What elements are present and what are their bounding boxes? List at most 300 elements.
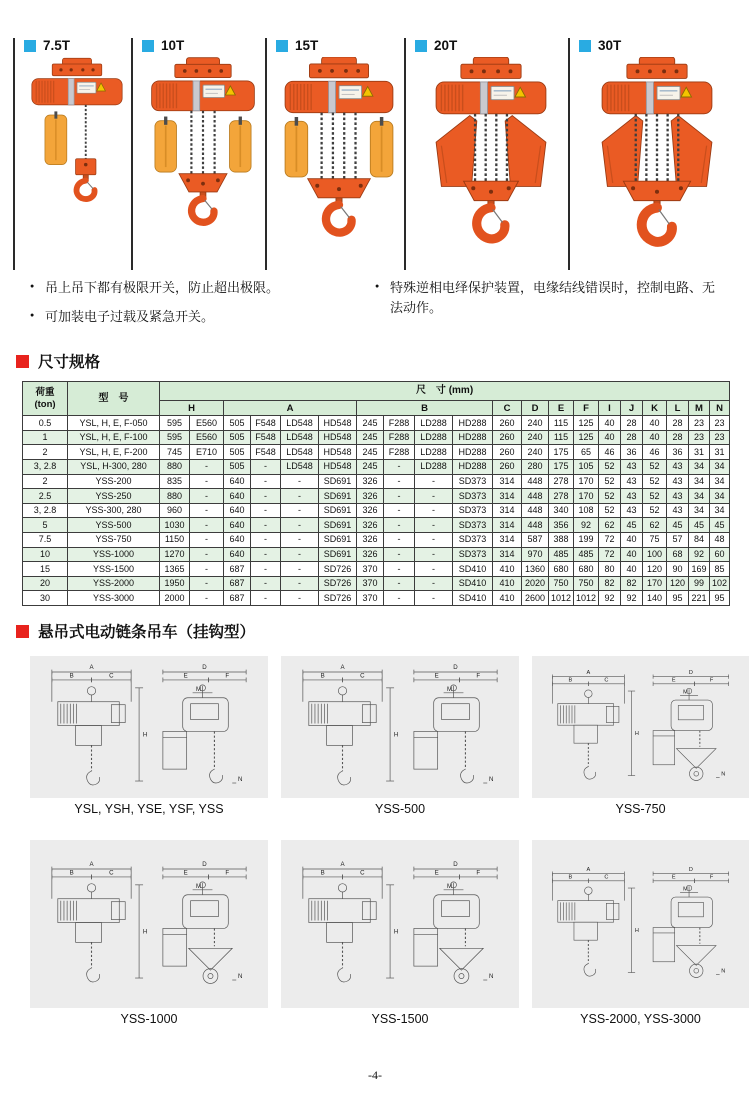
cell-dim: 245 xyxy=(357,445,384,460)
cell-dim: 62 xyxy=(599,518,621,533)
cell-dim: 750 xyxy=(549,576,574,591)
cell-dim: 95 xyxy=(710,591,730,606)
hoist-photo-illustration xyxy=(278,57,400,257)
cell-dim: 280 xyxy=(522,460,549,475)
cell-dim: 340 xyxy=(549,503,574,518)
svg-text:B: B xyxy=(69,671,74,679)
cell-dim: 43 xyxy=(621,460,643,475)
cell-dim: 448 xyxy=(522,518,549,533)
cell-dim: 125 xyxy=(574,416,599,431)
cell-dim: - xyxy=(384,489,415,504)
cell-dim: 2600 xyxy=(522,591,549,606)
cell-dim: 52 xyxy=(599,503,621,518)
product-label xyxy=(415,38,568,53)
cell-dim: - xyxy=(415,503,453,518)
cell-dim: 60 xyxy=(710,547,730,562)
diagram-block xyxy=(30,656,268,816)
cell-dim: SD410 xyxy=(453,576,493,591)
cell-dim: F548 xyxy=(251,430,281,445)
product-label-text: 7.5T xyxy=(43,38,71,53)
diagram-block xyxy=(281,840,519,1026)
header-load-label: 荷重 xyxy=(35,387,55,399)
cell-dim: 960 xyxy=(160,503,190,518)
cell-dim: - xyxy=(251,489,281,504)
cell-dim: 34 xyxy=(689,489,710,504)
product-label xyxy=(276,38,404,53)
cell-dim: 23 xyxy=(689,416,710,431)
cell-dim: E560 xyxy=(190,416,224,431)
cell-dim: 95 xyxy=(667,591,689,606)
cell-load: 3, 2.8 xyxy=(23,503,68,518)
cell-dim: 587 xyxy=(522,533,549,548)
cell-dim: - xyxy=(384,576,415,591)
cell-model: YSL, H-300, 280 xyxy=(68,460,160,475)
cell-dim: 687 xyxy=(224,591,251,606)
cell-dim: 75 xyxy=(643,533,667,548)
product-cell-20T xyxy=(404,38,568,270)
cell-dim: HD548 xyxy=(319,416,357,431)
cell-dim: 505 xyxy=(224,445,251,460)
svg-text:D: D xyxy=(202,663,207,671)
svg-text:D: D xyxy=(688,669,693,676)
cell-dim: 175 xyxy=(549,445,574,460)
cell-dim: 370 xyxy=(357,562,384,577)
header-col-J: J xyxy=(621,401,643,416)
cell-dim: 505 xyxy=(224,430,251,445)
svg-text:H: H xyxy=(634,731,639,738)
hoist-dimension-drawing xyxy=(538,861,743,987)
cell-dim: 120 xyxy=(667,576,689,591)
cell-dim: 28 xyxy=(621,430,643,445)
table-row xyxy=(23,416,730,431)
cell-dim: 57 xyxy=(667,533,689,548)
product-cell-15T xyxy=(265,38,404,270)
cell-dim: 170 xyxy=(574,489,599,504)
diagram-block xyxy=(532,656,749,816)
cell-dim: 34 xyxy=(710,489,730,504)
cell-dim: - xyxy=(190,460,224,475)
cell-dim: 43 xyxy=(667,460,689,475)
cell-dim: SD373 xyxy=(453,533,493,548)
product-label-text: 15T xyxy=(295,38,319,53)
svg-text:M: M xyxy=(196,685,202,693)
cell-dim: 640 xyxy=(224,503,251,518)
feature-list-left xyxy=(30,278,375,336)
cell-dim: 170 xyxy=(643,576,667,591)
cell-dim: 52 xyxy=(599,474,621,489)
cell-dim: 1150 xyxy=(160,533,190,548)
cell-dim: HD288 xyxy=(453,460,493,475)
page-number: -4- xyxy=(368,1068,382,1082)
cell-dim: 65 xyxy=(574,445,599,460)
product-label xyxy=(579,38,737,53)
header-col-H: H xyxy=(160,401,224,416)
hoist-photo-illustration xyxy=(595,57,719,261)
hoist-dimension-drawing xyxy=(538,664,743,790)
cell-dim: HD548 xyxy=(319,445,357,460)
cell-dim: 314 xyxy=(493,518,522,533)
cell-load: 10 xyxy=(23,547,68,562)
svg-text:C: C xyxy=(604,677,609,684)
cell-dim: 34 xyxy=(710,474,730,489)
cell-dim: 80 xyxy=(599,562,621,577)
cell-dim: F288 xyxy=(384,430,415,445)
cell-dim: - xyxy=(384,518,415,533)
cell-dim: - xyxy=(415,591,453,606)
blue-square-icon xyxy=(24,40,36,52)
cell-dim: - xyxy=(384,591,415,606)
cell-model: YSS-500 xyxy=(68,518,160,533)
table-row xyxy=(23,518,730,533)
header-col-L: L xyxy=(667,401,689,416)
cell-dim: - xyxy=(415,547,453,562)
section-title-suspension: 悬吊式电动链条吊车（挂钩型） xyxy=(38,624,256,641)
svg-text:H: H xyxy=(142,927,148,935)
cell-dim: - xyxy=(281,562,319,577)
cell-dim: 687 xyxy=(224,576,251,591)
cell-dim: LD548 xyxy=(281,416,319,431)
cell-dim: 40 xyxy=(621,547,643,562)
table-header xyxy=(23,382,730,416)
cell-dim: 640 xyxy=(224,518,251,533)
cell-dim: 970 xyxy=(522,547,549,562)
cell-dim: 278 xyxy=(549,474,574,489)
cell-load: 30 xyxy=(23,591,68,606)
cell-dim: 82 xyxy=(599,576,621,591)
section-header-dimensions xyxy=(16,350,750,372)
cell-dim: HD288 xyxy=(453,430,493,445)
cell-dim: 52 xyxy=(643,460,667,475)
cell-dim: - xyxy=(190,562,224,577)
cell-dim: - xyxy=(281,474,319,489)
cell-dim: - xyxy=(384,533,415,548)
header-col-K: K xyxy=(643,401,667,416)
cell-dim: 326 xyxy=(357,547,384,562)
cell-dim: 175 xyxy=(549,460,574,475)
cell-load: 20 xyxy=(23,576,68,591)
cell-model: YSS-3000 xyxy=(68,591,160,606)
cell-dim: - xyxy=(190,591,224,606)
cell-dim: 388 xyxy=(549,533,574,548)
cell-dim: 595 xyxy=(160,416,190,431)
product-strip xyxy=(13,38,750,270)
cell-dim: E710 xyxy=(190,445,224,460)
cell-dim: 170 xyxy=(574,474,599,489)
svg-text:B: B xyxy=(320,868,325,876)
cell-dim: 410 xyxy=(493,562,522,577)
svg-text:B: B xyxy=(568,677,573,684)
cell-dim: 34 xyxy=(710,460,730,475)
cell-dim: - xyxy=(190,533,224,548)
hoist-photo-illustration xyxy=(145,57,261,249)
diagram-panel xyxy=(532,840,749,1008)
cell-dim: 48 xyxy=(710,533,730,548)
cell-dim: 40 xyxy=(643,416,667,431)
cell-dim: - xyxy=(281,489,319,504)
cell-dim: SD726 xyxy=(319,562,357,577)
cell-dim: HD288 xyxy=(453,416,493,431)
svg-text:D: D xyxy=(688,866,693,873)
cell-dim: 84 xyxy=(689,533,710,548)
svg-text:F: F xyxy=(476,671,481,679)
blue-square-icon xyxy=(276,40,288,52)
table-row xyxy=(23,460,730,475)
cell-dim: 125 xyxy=(574,430,599,445)
cell-dim: 1270 xyxy=(160,547,190,562)
svg-text:C: C xyxy=(360,671,365,679)
diagram-panel xyxy=(281,656,519,798)
cell-load: 7.5 xyxy=(23,533,68,548)
cell-dim: LD288 xyxy=(415,445,453,460)
cell-load: 15 xyxy=(23,562,68,577)
cell-model: YSL, H, E, F-050 xyxy=(68,416,160,431)
cell-model: YSL, H, E, F-100 xyxy=(68,430,160,445)
cell-dim: E560 xyxy=(190,430,224,445)
diagram-caption: YSS-1000 xyxy=(120,1012,178,1026)
cell-dim: 640 xyxy=(224,489,251,504)
svg-text:N: N xyxy=(237,972,243,980)
svg-text:E: E xyxy=(434,671,439,679)
cell-dim: LD288 xyxy=(415,430,453,445)
cell-dim: 314 xyxy=(493,547,522,562)
catalog-page xyxy=(0,38,750,1082)
header-col-F: F xyxy=(574,401,599,416)
cell-model: YSS-1000 xyxy=(68,547,160,562)
cell-dim: 115 xyxy=(549,430,574,445)
cell-load: 2.5 xyxy=(23,489,68,504)
svg-text:C: C xyxy=(109,868,114,876)
cell-model: YSS-250 xyxy=(68,489,160,504)
cell-dim: - xyxy=(384,562,415,577)
cell-dim: 260 xyxy=(493,416,522,431)
svg-text:M: M xyxy=(447,882,453,890)
svg-text:F: F xyxy=(709,677,714,684)
header-col-D: D xyxy=(522,401,549,416)
cell-dim: - xyxy=(415,533,453,548)
cell-dim: 43 xyxy=(667,503,689,518)
cell-dim: 23 xyxy=(710,430,730,445)
cell-model: YSS-2000 xyxy=(68,576,160,591)
svg-text:A: A xyxy=(89,663,94,671)
cell-dim: 326 xyxy=(357,533,384,548)
cell-load: 0.5 xyxy=(23,416,68,431)
svg-text:E: E xyxy=(183,868,188,876)
cell-dim: 52 xyxy=(643,474,667,489)
svg-text:N: N xyxy=(488,972,494,980)
cell-dim: SD691 xyxy=(319,503,357,518)
cell-dim: 52 xyxy=(643,489,667,504)
svg-text:M: M xyxy=(196,882,202,890)
cell-dim: 28 xyxy=(667,430,689,445)
cell-dim: SD373 xyxy=(453,518,493,533)
cell-dim: SD691 xyxy=(319,533,357,548)
cell-dim: 40 xyxy=(599,416,621,431)
diagram-caption: YSS-500 xyxy=(374,802,426,816)
cell-dim: 46 xyxy=(643,445,667,460)
header-model: 型 号 xyxy=(68,382,160,416)
section-title-dimensions: 尺寸规格 xyxy=(38,354,101,372)
cell-dim: 34 xyxy=(689,503,710,518)
cell-dim: 82 xyxy=(621,576,643,591)
cell-dim: 43 xyxy=(621,489,643,504)
cell-dim: LD288 xyxy=(415,460,453,475)
svg-text:N: N xyxy=(721,968,726,975)
cell-dim: 260 xyxy=(493,445,522,460)
svg-text:F: F xyxy=(225,868,230,876)
header-col-C: C xyxy=(493,401,522,416)
cell-dim: 31 xyxy=(689,445,710,460)
cell-dim: 115 xyxy=(549,416,574,431)
cell-dim: 835 xyxy=(160,474,190,489)
feature-item: ● 吊上吊下都有极限开关，防止超出极限。 xyxy=(30,278,375,298)
cell-dim: - xyxy=(281,533,319,548)
diagram-row-1 xyxy=(0,656,750,816)
cell-dim: 1365 xyxy=(160,562,190,577)
header-load-unit: (ton) xyxy=(34,398,56,410)
cell-dim: 120 xyxy=(643,562,667,577)
cell-dim: 221 xyxy=(689,591,710,606)
cell-dim: 1360 xyxy=(522,562,549,577)
cell-dim: 410 xyxy=(493,591,522,606)
cell-dim: 245 xyxy=(357,460,384,475)
diagram-caption: YSS-2000, YSS-3000 xyxy=(580,1012,701,1026)
cell-dim: 43 xyxy=(621,503,643,518)
cell-dim: 92 xyxy=(689,547,710,562)
cell-dim: 326 xyxy=(357,518,384,533)
svg-text:E: E xyxy=(671,874,676,881)
cell-dim: 2020 xyxy=(522,576,549,591)
cell-dim: 640 xyxy=(224,533,251,548)
product-label-text: 10T xyxy=(161,38,185,53)
cell-dim: 99 xyxy=(689,576,710,591)
svg-text:D: D xyxy=(202,860,207,868)
cell-dim: 240 xyxy=(522,416,549,431)
header-col-M: M xyxy=(689,401,710,416)
cell-dim: - xyxy=(384,460,415,475)
table-row xyxy=(23,547,730,562)
hoist-photo-illustration xyxy=(429,57,553,261)
product-cell-30T xyxy=(568,38,737,270)
feature-list-right xyxy=(375,278,720,336)
cell-dim: - xyxy=(281,591,319,606)
cell-dim: 40 xyxy=(621,533,643,548)
cell-dim: 36 xyxy=(621,445,643,460)
diagram-row-2 xyxy=(0,840,750,1026)
cell-dim: 745 xyxy=(160,445,190,460)
cell-dim: 640 xyxy=(224,547,251,562)
cell-dim: 45 xyxy=(667,518,689,533)
cell-dim: - xyxy=(415,489,453,504)
header-col-E: E xyxy=(549,401,574,416)
diagram-caption: YSS-750 xyxy=(615,802,666,816)
cell-dim: 40 xyxy=(621,562,643,577)
svg-text:C: C xyxy=(360,868,365,876)
cell-dim: - xyxy=(190,518,224,533)
cell-dim: 100 xyxy=(643,547,667,562)
cell-dim: 448 xyxy=(522,503,549,518)
cell-dim: 85 xyxy=(710,562,730,577)
cell-dim: 356 xyxy=(549,518,574,533)
svg-text:D: D xyxy=(453,860,458,868)
product-cell-7.5T xyxy=(13,38,131,270)
cell-dim: 485 xyxy=(549,547,574,562)
cell-dim: 448 xyxy=(522,474,549,489)
blue-square-icon xyxy=(579,40,591,52)
cell-dim: 52 xyxy=(643,503,667,518)
cell-dim: - xyxy=(384,474,415,489)
cell-dim: 31 xyxy=(710,445,730,460)
diagram-panel xyxy=(532,656,749,798)
diagram-panel xyxy=(281,840,519,1008)
cell-dim: 92 xyxy=(574,518,599,533)
cell-model: YSS-1500 xyxy=(68,562,160,577)
diagram-block xyxy=(532,840,749,1026)
cell-dim: SD726 xyxy=(319,591,357,606)
cell-dim: F548 xyxy=(251,445,281,460)
svg-text:N: N xyxy=(237,775,243,783)
cell-dim: - xyxy=(190,547,224,562)
cell-dim: LD548 xyxy=(281,460,319,475)
cell-dim: 680 xyxy=(549,562,574,577)
cell-dim: 34 xyxy=(689,474,710,489)
cell-dim: - xyxy=(190,576,224,591)
cell-dim: SD691 xyxy=(319,518,357,533)
cell-dim: - xyxy=(251,474,281,489)
cell-dim: 410 xyxy=(493,576,522,591)
cell-dim: 505 xyxy=(224,460,251,475)
svg-text:F: F xyxy=(709,874,714,881)
diagram-block xyxy=(281,656,519,816)
svg-text:F: F xyxy=(225,671,230,679)
cell-dim: 23 xyxy=(689,430,710,445)
cell-dim: - xyxy=(415,576,453,591)
table-row xyxy=(23,474,730,489)
cell-dim: SD691 xyxy=(319,474,357,489)
cell-dim: 43 xyxy=(621,474,643,489)
svg-text:C: C xyxy=(109,671,114,679)
table-row xyxy=(23,489,730,504)
cell-dim: 687 xyxy=(224,562,251,577)
cell-dim: - xyxy=(281,503,319,518)
cell-dim: HD548 xyxy=(319,430,357,445)
diagram-panel xyxy=(30,656,268,798)
table-row xyxy=(23,576,730,591)
svg-text:H: H xyxy=(142,730,148,738)
cell-dim: - xyxy=(251,576,281,591)
cell-dim: - xyxy=(251,460,281,475)
cell-dim: SD726 xyxy=(319,576,357,591)
cell-load: 3, 2.8 xyxy=(23,460,68,475)
cell-dim: - xyxy=(415,562,453,577)
diagram-panel xyxy=(30,840,268,1008)
svg-text:E: E xyxy=(434,868,439,876)
cell-dim: 240 xyxy=(522,445,549,460)
cell-dim: 1012 xyxy=(549,591,574,606)
product-cell-10T xyxy=(131,38,265,270)
cell-dim: F288 xyxy=(384,445,415,460)
svg-text:H: H xyxy=(393,927,399,935)
cell-load: 5 xyxy=(23,518,68,533)
svg-text:H: H xyxy=(393,730,399,738)
cell-dim: 72 xyxy=(599,547,621,562)
hoist-dimension-drawing xyxy=(36,658,262,797)
diagram-caption: YSS-1500 xyxy=(371,1012,429,1026)
cell-dim: - xyxy=(251,562,281,577)
cell-dim: 880 xyxy=(160,489,190,504)
cell-dim: 314 xyxy=(493,474,522,489)
cell-dim: - xyxy=(251,503,281,518)
cell-dim: 448 xyxy=(522,489,549,504)
